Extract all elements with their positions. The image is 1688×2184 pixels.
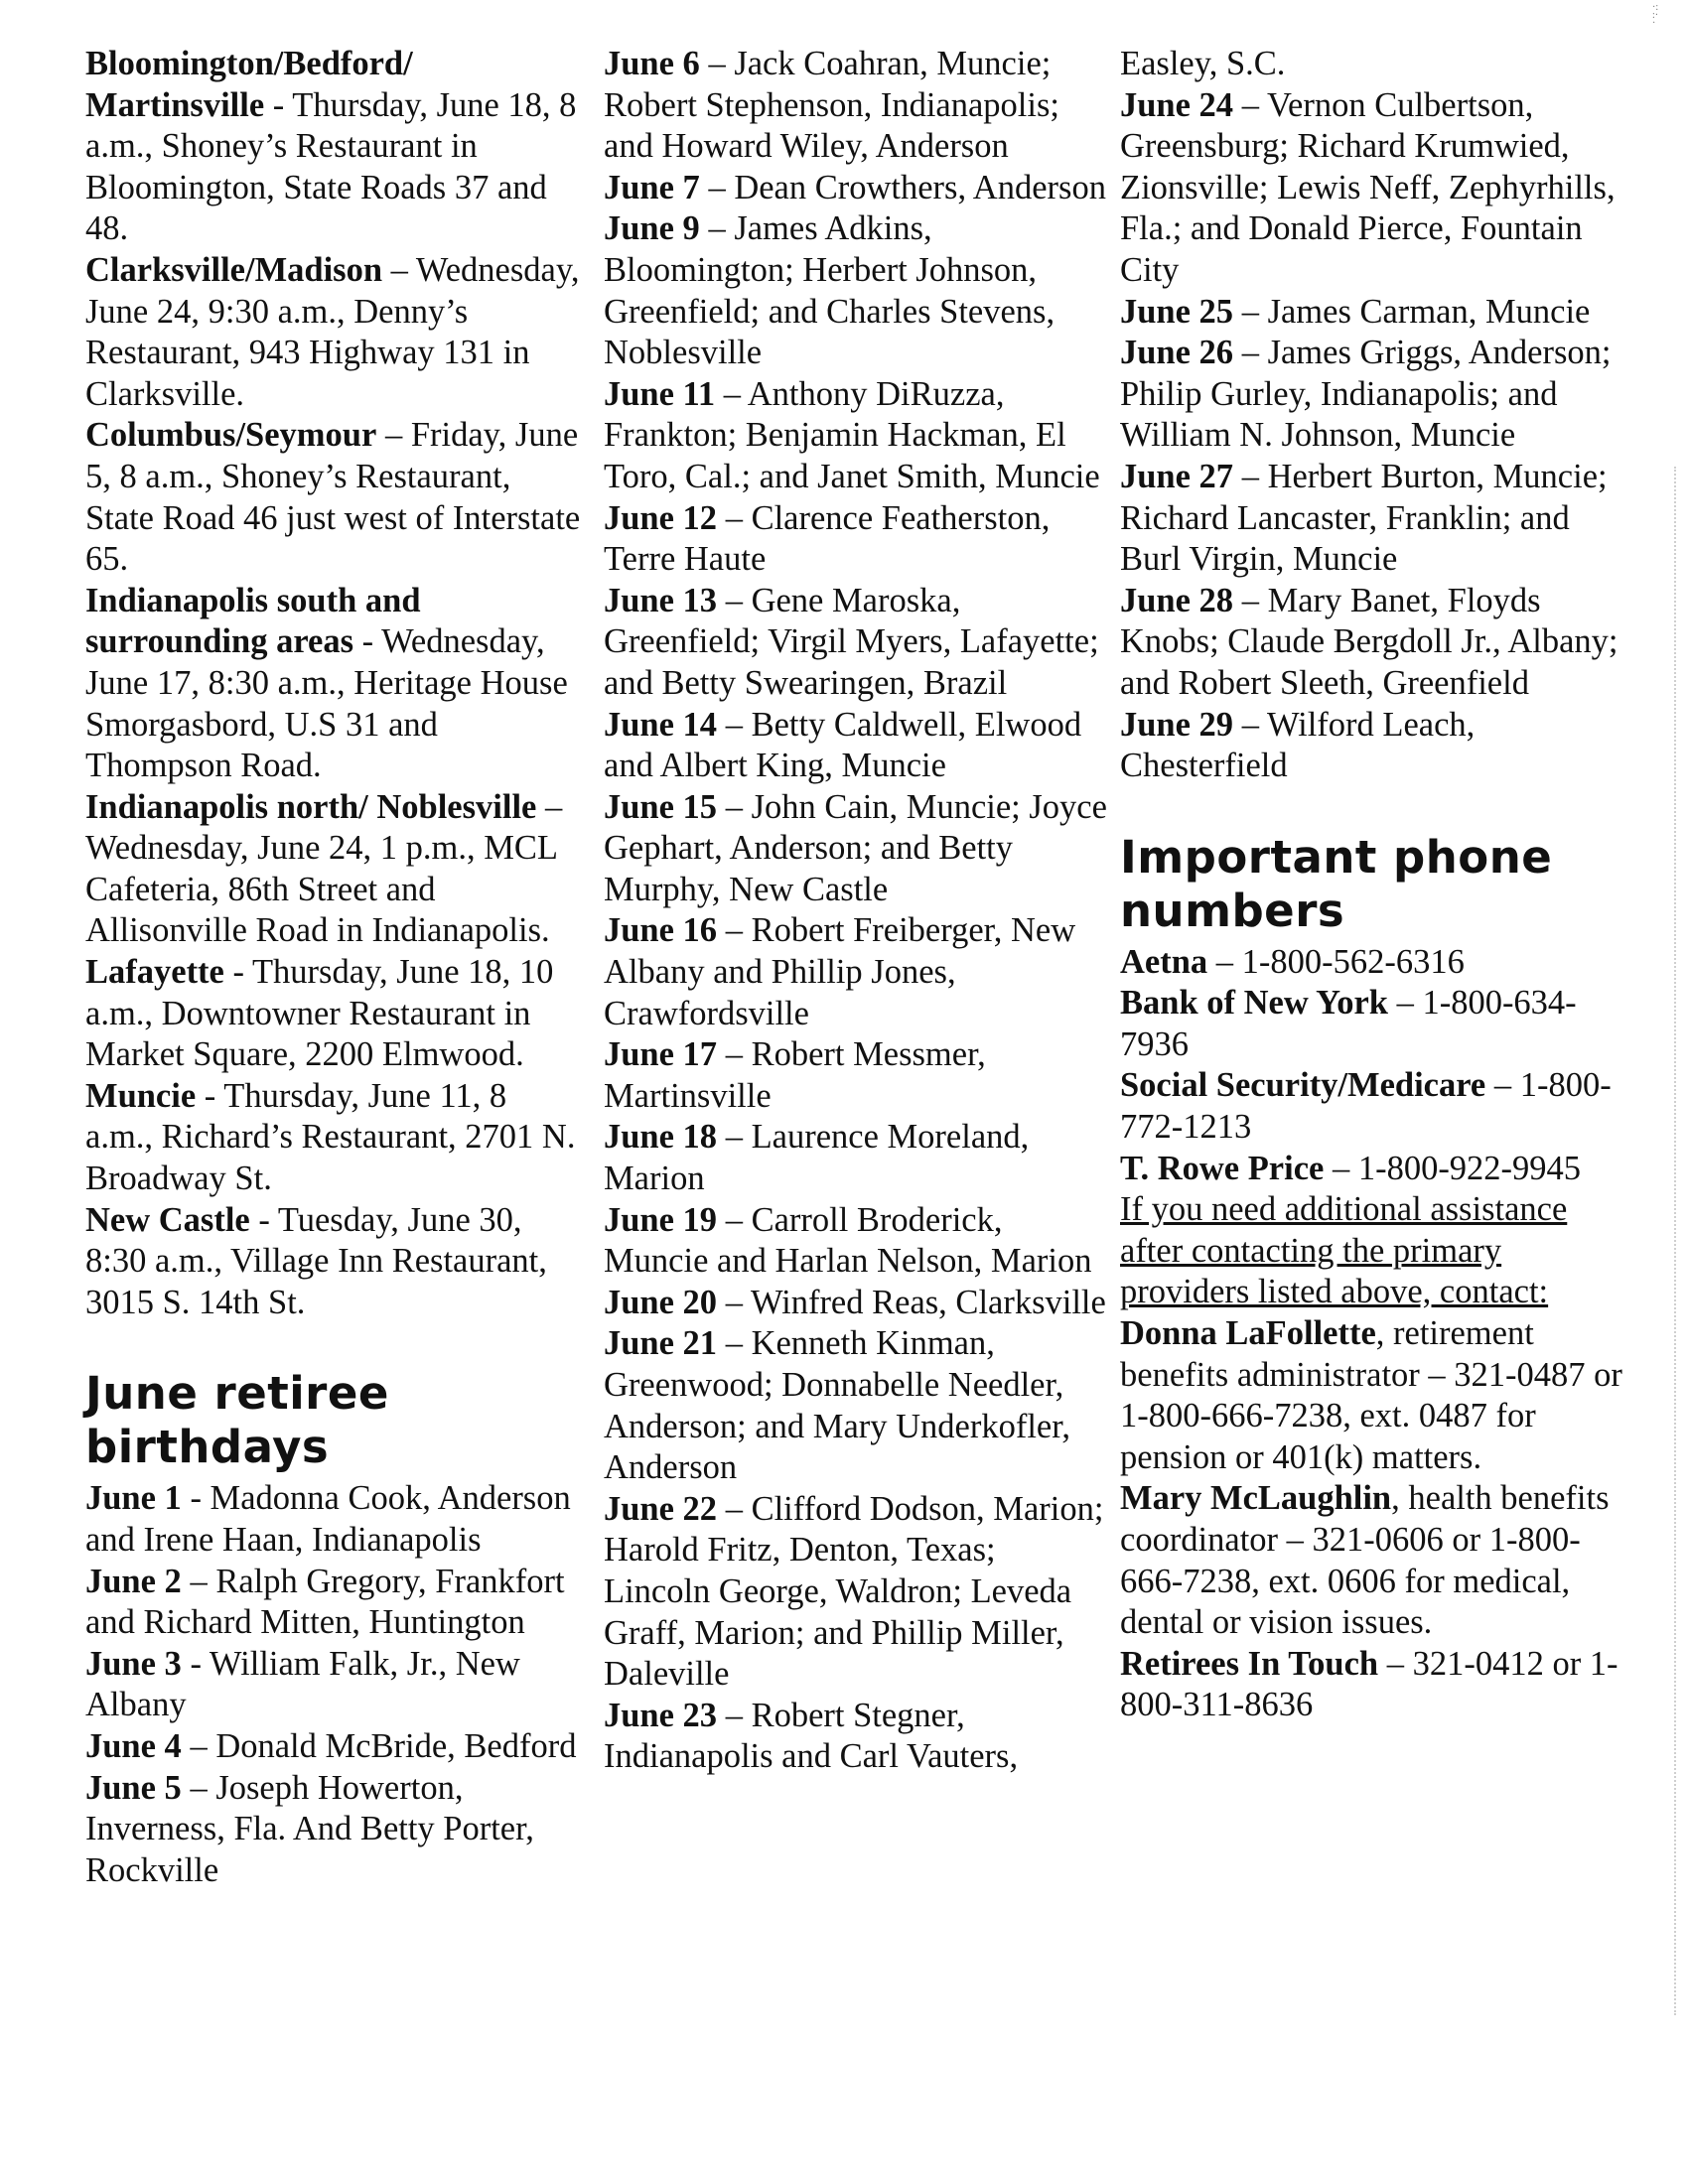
birthday-names: – Clarence Featherston, Terre Haute bbox=[604, 498, 1051, 579]
birthday-entry bbox=[1120, 705, 1636, 787]
phone-provider: Social Security/Medicare bbox=[1120, 1066, 1486, 1105]
contact-list bbox=[1120, 1313, 1636, 1726]
birthday-entry bbox=[85, 1478, 582, 1561]
birthday-entry bbox=[604, 208, 1110, 373]
birthday-names: – Joseph Howerton, Inverness, Fla. And Betty Porter, Rockville bbox=[85, 1768, 534, 1889]
contact-name: Donna LaFollette bbox=[1120, 1314, 1376, 1353]
birthday-date: June 22 bbox=[604, 1489, 718, 1528]
birthday-names: – Clifford Dodson, Marion; Harold Fritz, Denton, Texas; Lincoln George, Waldron; Leveda Graff, Marion; and Phillip Miller, Daleville bbox=[604, 1489, 1104, 1694]
birthday-entry bbox=[85, 1562, 582, 1644]
phone-number: – 1-800-772-1213 bbox=[1120, 1066, 1612, 1147]
birthday-entry bbox=[1120, 457, 1636, 581]
birthday-names: - Madonna Cook, Anderson and Irene Haan, Indianapolis bbox=[85, 1479, 571, 1559]
birthday-entry bbox=[604, 1696, 1110, 1778]
birthday-names: – Donald McBride, Bedford bbox=[181, 1726, 577, 1765]
meeting-entry bbox=[85, 581, 582, 787]
birthday-names: – Gene Maroska, Greenfield; Virgil Myers, Lafayette; and Betty Swearingen, Brazil bbox=[604, 581, 1099, 702]
birthday-entry bbox=[604, 498, 1110, 581]
meeting-details: - Wednesday, June 17, 8:30 a.m., Heritage House Smorgasbord, U.S 31 and Thompson Road. bbox=[85, 622, 568, 785]
birthday-date: June 9 bbox=[604, 209, 700, 248]
phone-entry bbox=[1120, 1149, 1636, 1190]
phone-number: – 1-800-922-9945 bbox=[1324, 1149, 1582, 1187]
contact-entry bbox=[1120, 1313, 1636, 1478]
birthday-date: June 13 bbox=[604, 581, 718, 619]
phone-number: – 1-800-562-6316 bbox=[1207, 942, 1465, 981]
meeting-entry bbox=[85, 415, 582, 580]
contact-name: Mary McLaughlin bbox=[1120, 1479, 1392, 1518]
birthday-names: – James Adkins, Bloomington; Herbert Johnson, Greenfield; and Charles Stevens, Noblesville bbox=[604, 209, 1055, 372]
contact-details: – 321-0412 or 1-800-311-8636 bbox=[1120, 1644, 1618, 1724]
phone-number: – 1-800-634-7936 bbox=[1120, 984, 1577, 1063]
birthday-names: – Vernon Culbertson, Greensburg; Richard Krumwied, Zionsville; Lewis Neff, Zephyrhills, Fla.; and Donald Pierce, Fountain City bbox=[1120, 85, 1616, 289]
birthday-entry bbox=[604, 168, 1110, 209]
column-3 bbox=[1120, 44, 1636, 1726]
meeting-entry bbox=[85, 250, 582, 415]
birthday-date: June 7 bbox=[604, 168, 700, 206]
birthday-date: June 5 bbox=[85, 1768, 182, 1807]
birthday-date: June 23 bbox=[604, 1696, 718, 1734]
birthday-names: – Wilford Leach, Chesterfield bbox=[1120, 705, 1476, 785]
birthday-names: – Ralph Gregory, Frankfort and Richard Mitten, Huntington bbox=[85, 1562, 565, 1642]
contact-details: , health benefits coordinator – 321-0606 or 1-800-666-7238, ext. 0606 for medical, dental or vision issues. bbox=[1120, 1479, 1610, 1642]
contact-entry bbox=[1120, 1478, 1636, 1643]
column-1 bbox=[85, 44, 582, 1891]
birthday-entry bbox=[604, 1200, 1110, 1283]
birthday-entry bbox=[604, 1283, 1110, 1324]
meeting-details: – Wednesday, June 24, 1 p.m., MCL Cafeteria, 86th Street and Allisonville Road in Indianapolis. bbox=[85, 787, 563, 950]
meeting-location: Bloomington/Bedford/ Martinsville bbox=[85, 45, 413, 124]
birthday-entry bbox=[604, 374, 1110, 498]
contact-entry bbox=[1120, 1644, 1636, 1726]
birthday-continuation: Easley, S.C. bbox=[1120, 45, 1286, 82]
phone-list bbox=[1120, 942, 1636, 1190]
meeting-details: - Thursday, June 11, 8 a.m., Richard’s Restaurant, 2701 N. Broadway St. bbox=[85, 1076, 576, 1198]
meeting-list bbox=[85, 44, 582, 1323]
scan-speck: ·: :· · bbox=[1652, 2, 1659, 29]
meeting-details: – Wednesday, June 24, 9:30 a.m., Denny’s Restaurant, 943 Highway 131 in Clarksville. bbox=[85, 250, 580, 413]
birthday-names: – Betty Caldwell, Elwood and Albert King, Muncie bbox=[604, 705, 1082, 785]
birthday-names: – Winfred Reas, Clarksville bbox=[717, 1283, 1106, 1321]
birthday-names: – James Griggs, Anderson; Philip Gurley, Indianapolis; and William N. Johnson, Muncie bbox=[1120, 334, 1612, 455]
meeting-details: – Friday, June 5, 8 a.m., Shoney’s Restaurant, State Road 46 just west of Interstate 65. bbox=[85, 416, 581, 579]
birthday-entry bbox=[604, 705, 1110, 787]
birthday-names: – Kenneth Kinman, Greenwood; Donnabelle Needler, Anderson; and Mary Underkofler, Anderson bbox=[604, 1324, 1070, 1487]
phone-provider: Aetna bbox=[1120, 942, 1208, 981]
birthday-names: – Jack Coahran, Muncie; Robert Stephenson, Indianapolis; and Howard Wiley, Anderson bbox=[604, 45, 1059, 166]
birthdays-heading: June retiree birthdays bbox=[85, 1367, 389, 1474]
meeting-details: - Thursday, June 18, 8 a.m., Shoney’s Restaurant in Bloomington, State Roads 37 and 48. bbox=[85, 85, 577, 248]
birthday-entry bbox=[604, 787, 1110, 911]
birthday-entry bbox=[604, 910, 1110, 1034]
birthday-entry bbox=[604, 581, 1110, 705]
birthday-entry bbox=[85, 1768, 582, 1892]
birthday-names: – Anthony DiRuzza, Frankton; Benjamin Hackman, El Toro, Cal.; and Janet Smith, Muncie bbox=[604, 374, 1100, 495]
birthday-date: June 11 bbox=[604, 374, 716, 413]
meeting-entry bbox=[85, 1200, 582, 1324]
birthday-entry bbox=[85, 1726, 582, 1768]
birthday-names: – John Cain, Muncie; Joyce Gephart, Anderson; and Betty Murphy, New Castle bbox=[604, 787, 1107, 908]
birthday-date: June 21 bbox=[604, 1324, 718, 1363]
birthday-entry bbox=[1120, 333, 1636, 457]
meeting-details: - Tuesday, June 30, 8:30 a.m., Village Inn Restaurant, 3015 S. 14th St. bbox=[85, 1200, 547, 1321]
birthday-date: June 12 bbox=[604, 498, 718, 537]
contact-name: Retirees In Touch bbox=[1120, 1644, 1379, 1683]
birthday-date: June 25 bbox=[1120, 292, 1234, 331]
birthday-entry bbox=[1120, 85, 1636, 292]
meeting-location: Indianapolis north/ Noblesville bbox=[85, 787, 537, 826]
birthday-date: June 4 bbox=[85, 1726, 182, 1765]
birthday-date: June 19 bbox=[604, 1200, 718, 1239]
phone-provider: Bank of New York bbox=[1120, 984, 1388, 1023]
birthday-date: June 15 bbox=[604, 787, 718, 826]
birthday-names: – Laurence Moreland, Marion bbox=[604, 1118, 1030, 1198]
assistance-note: If you need additional assistance after contacting the primary providers listed above, contact: bbox=[1120, 1190, 1568, 1311]
column-2 bbox=[604, 44, 1110, 1778]
birthday-list bbox=[1120, 85, 1636, 787]
meeting-location: Lafayette bbox=[85, 953, 224, 992]
birthday-date: June 26 bbox=[1120, 334, 1234, 372]
birthday-names: – Robert Messmer, Martinsville bbox=[604, 1035, 986, 1115]
birthday-date: June 2 bbox=[85, 1562, 182, 1600]
birthday-date: June 29 bbox=[1120, 705, 1234, 744]
meeting-entry bbox=[85, 44, 582, 250]
birthday-names: – Herbert Burton, Muncie; Richard Lancaster, Franklin; and Burl Virgin, Muncie bbox=[1120, 457, 1608, 579]
birthday-names: – Robert Freiberger, New Albany and Phillip Jones, Crawfordsville bbox=[604, 911, 1076, 1032]
birthday-entry bbox=[604, 1323, 1110, 1488]
birthday-entry bbox=[604, 1117, 1110, 1199]
meeting-location: Columbus/Seymour bbox=[85, 416, 377, 455]
meeting-location: Muncie bbox=[85, 1076, 197, 1115]
birthday-entry bbox=[1120, 581, 1636, 705]
birthday-entry bbox=[604, 44, 1110, 168]
phone-entry bbox=[1120, 983, 1636, 1065]
contact-details: , retirement benefits administrator – 321-0487 or 1-800-666-7238, ext. 0487 for pension or 401(k) matters. bbox=[1120, 1314, 1622, 1476]
birthday-date: June 14 bbox=[604, 705, 718, 744]
meeting-entry bbox=[85, 1076, 582, 1200]
birthday-date: June 27 bbox=[1120, 457, 1234, 495]
birthday-entry bbox=[85, 1644, 582, 1726]
phone-provider: T. Rowe Price bbox=[1120, 1149, 1325, 1187]
birthday-names: - William Falk, Jr., New Albany bbox=[85, 1644, 520, 1724]
birthday-date: June 24 bbox=[1120, 85, 1234, 124]
birthday-date: June 18 bbox=[604, 1118, 718, 1157]
birthday-list bbox=[604, 44, 1110, 1778]
scan-edge-dots bbox=[1674, 467, 1680, 2015]
birthday-date: June 16 bbox=[604, 911, 718, 950]
phone-entry bbox=[1120, 1065, 1636, 1148]
birthday-date: June 28 bbox=[1120, 581, 1234, 619]
birthday-names: – James Carman, Muncie bbox=[1233, 292, 1591, 331]
birthday-names: – Carroll Broderick, Muncie and Harlan Nelson, Marion bbox=[604, 1200, 1092, 1281]
meeting-location: Clarksville/Madison bbox=[85, 250, 383, 289]
birthday-names: – Robert Stegner, Indianapolis and Carl Vauters, bbox=[604, 1696, 1019, 1776]
phone-entry bbox=[1120, 942, 1636, 984]
birthday-entry bbox=[604, 1489, 1110, 1696]
birthday-names: – Mary Banet, Floyds Knobs; Claude Bergdoll Jr., Albany; and Robert Sleeth, Greenfield bbox=[1120, 581, 1618, 702]
birthday-entry bbox=[604, 1034, 1110, 1117]
birthday-list bbox=[85, 1478, 582, 1891]
birthday-names: – Dean Crowthers, Anderson bbox=[699, 168, 1106, 206]
meeting-entry bbox=[85, 787, 582, 952]
birthday-date: June 1 bbox=[85, 1479, 182, 1518]
birthday-date: June 3 bbox=[85, 1644, 182, 1683]
birthday-date: June 6 bbox=[604, 45, 700, 82]
meeting-entry bbox=[85, 952, 582, 1076]
meeting-location: Indianapolis south and surrounding areas bbox=[85, 581, 421, 661]
meeting-location: New Castle bbox=[85, 1200, 250, 1239]
phone-numbers-heading: Important phone numbers bbox=[1120, 830, 1553, 937]
meeting-details: - Thursday, June 18, 10 a.m., Downtowner Restaurant in Market Square, 2200 Elmwood. bbox=[85, 953, 554, 1074]
birthday-entry bbox=[1120, 292, 1636, 334]
birthday-date: June 17 bbox=[604, 1035, 718, 1074]
birthday-date: June 20 bbox=[604, 1283, 718, 1321]
